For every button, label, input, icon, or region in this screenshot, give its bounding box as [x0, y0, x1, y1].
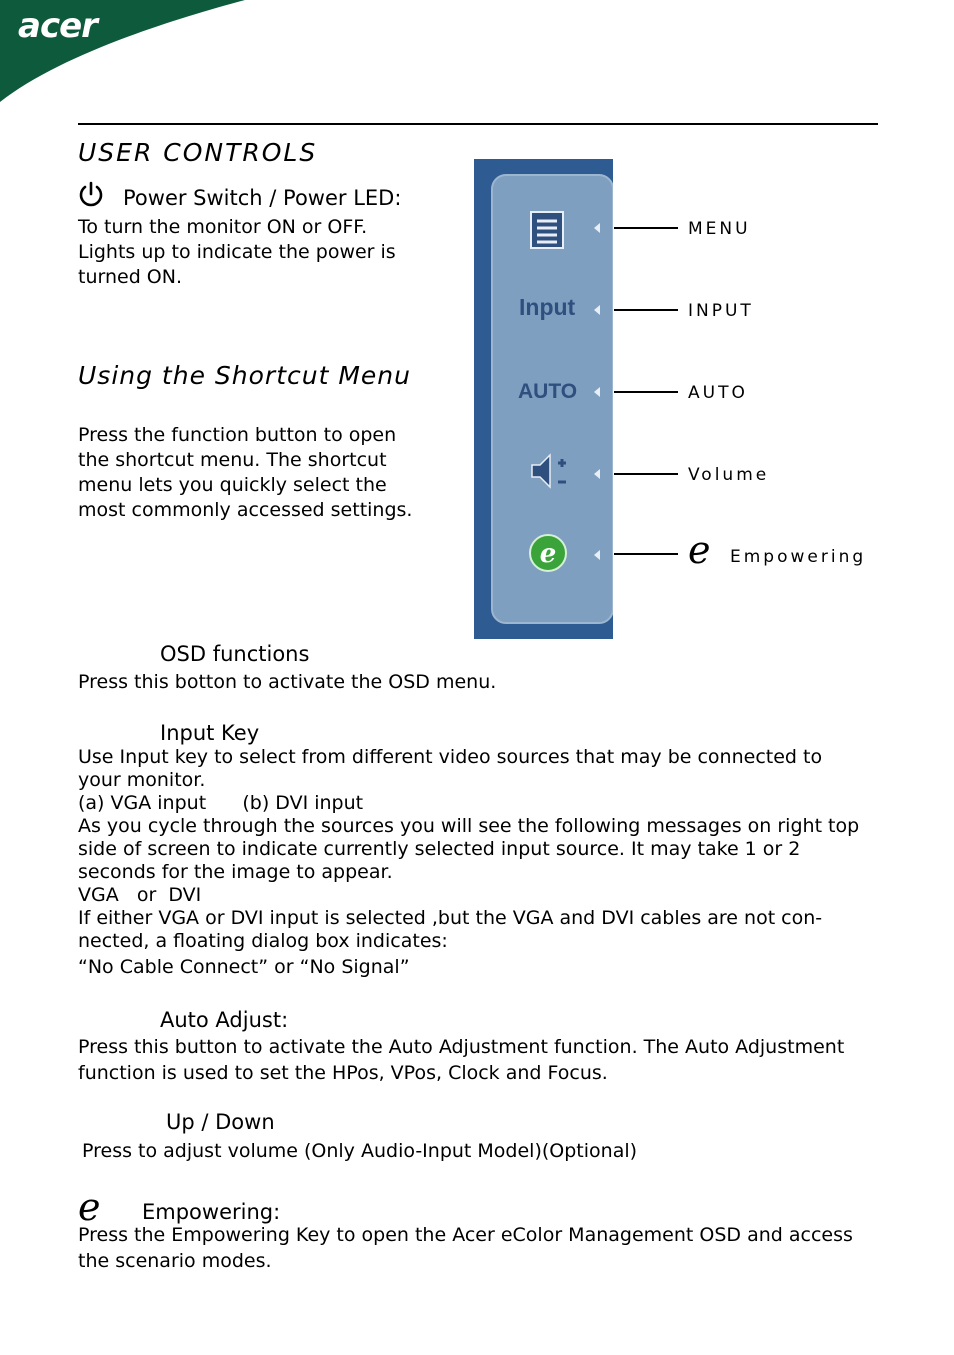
svg-text:e: e	[78, 1192, 101, 1224]
auto-adjust-heading: Auto Adjust:	[160, 1008, 289, 1032]
empowering-heading: Empowering:	[142, 1200, 281, 1224]
callout-empowering: Empowering	[730, 547, 867, 567]
empowering-icon	[76, 1192, 112, 1224]
callout-line-menu	[614, 227, 678, 229]
acer-logo: acer	[18, 6, 97, 46]
empowering-e-icon	[686, 535, 720, 567]
shortcut-title: Using the Shortcut Menu	[78, 361, 411, 390]
callout-line-empowering	[614, 553, 678, 555]
callout-input: INPUT	[688, 301, 754, 321]
callout-auto: AUTO	[688, 383, 748, 403]
osd-heading: OSD functions	[160, 642, 310, 666]
callout-menu: MENU	[688, 219, 751, 239]
up-down-text: Press to adjust volume (Only Audio-Input Model)(Optional)	[82, 1140, 638, 1162]
auto-adjust-text: Press this button to activate the Auto Adjustment function. The Auto Adjustment function is used to set the HPos, VPos, Clock and Focus.	[78, 1036, 845, 1084]
input-key-text: Use Input key to select from different video sources that may be connected to your monitor. (a) VGA input (b) DVI input As you cycle through the sources you will see the following messages on right top side of screen to indicate currently selected input source. It may take 1 or 2 seconds for the image to appear. VGA or DVI If either VGA or DVI input is selected ,but the VGA and DVI cables are not con- nected, a floating dialog box indicates: “No Cable Connect” or “No Signal”	[78, 746, 860, 978]
header-rule	[78, 123, 878, 125]
section-title: USER CONTROLS	[78, 138, 318, 167]
up-down-heading: Up / Down	[166, 1110, 275, 1134]
power-heading: Power Switch / Power LED:	[123, 186, 402, 210]
power-icon	[78, 181, 104, 209]
input-key-heading: Input Key	[160, 721, 260, 745]
callout-line-input	[614, 309, 678, 311]
callout-line-auto	[614, 391, 678, 393]
menu-icon	[531, 212, 563, 248]
panel-auto-label: AUTO	[518, 380, 578, 403]
empowering-text: Press the Empowering Key to open the Acer eColor Management OSD and access the scenario modes.	[78, 1224, 853, 1272]
svg-text:e: e	[688, 535, 711, 567]
osd-text: Press this botton to activate the OSD menu.	[78, 671, 497, 693]
callout-line-volume	[614, 473, 678, 475]
panel-input-label: Input	[519, 294, 576, 320]
power-text: To turn the monitor ON or OFF. Lights up to indicate the power is turned ON.	[78, 216, 396, 288]
svg-text:e: e	[539, 539, 557, 569]
shortcut-text: Press the function button to open the shortcut menu. The shortcut menu lets you quickly select the most commonly accessed settings.	[78, 424, 413, 521]
empowering-button-icon	[530, 535, 566, 571]
callout-volume: Volume	[688, 465, 770, 485]
